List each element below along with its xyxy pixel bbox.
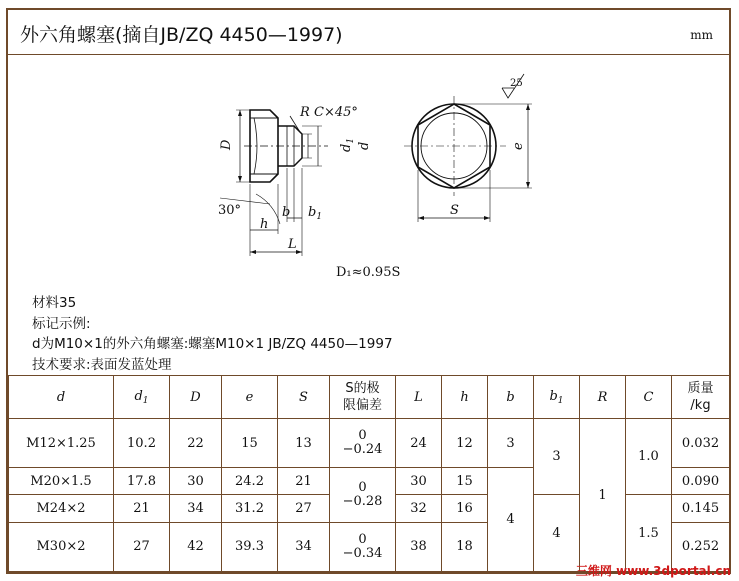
cell-h: 15 xyxy=(442,468,488,495)
length-label: L xyxy=(288,237,297,252)
angle-label: 30° xyxy=(218,203,242,218)
cell-h: 18 xyxy=(442,522,488,571)
cell-b: 3 xyxy=(488,419,534,468)
cell-d1: 17.8 xyxy=(114,468,170,495)
thread-runout-label: $b_1$ xyxy=(308,205,323,222)
side-view xyxy=(220,110,328,256)
cell-b: 4 xyxy=(488,468,534,572)
cell-L: 30 xyxy=(396,468,442,495)
header-b: b xyxy=(488,376,534,419)
cell-e: 31.2 xyxy=(222,495,278,522)
technical-requirement: 技术要求:表面发蓝处理 xyxy=(32,356,172,373)
cell-d: M24×2 xyxy=(9,495,114,522)
cell-L: 24 xyxy=(396,419,442,468)
header-e: e xyxy=(222,376,278,419)
marking-example-heading: 标记示例: xyxy=(32,315,91,332)
cell-b1: 3 xyxy=(534,419,580,495)
groove-width-label: b xyxy=(282,205,291,220)
cell-h: 16 xyxy=(442,495,488,522)
header-S: S xyxy=(278,376,330,419)
header-h: h xyxy=(442,376,488,419)
notes xyxy=(32,293,393,375)
diameter-formula: D₁≈0.95S xyxy=(336,265,401,280)
roughness-label: 25 xyxy=(510,78,523,89)
cell-h: 12 xyxy=(442,419,488,468)
head-height-label: h xyxy=(260,217,269,232)
table-header-row xyxy=(9,376,730,419)
cell-tolerance: 0 −0.34 xyxy=(330,522,396,571)
cell-S: 13 xyxy=(278,419,330,468)
minor-diameter-label: $d_1$ xyxy=(339,137,356,152)
chamfer-label: C×45° xyxy=(314,105,358,120)
header-L: L xyxy=(396,376,442,419)
unit-label: mm xyxy=(690,28,713,42)
cell-e: 39.3 xyxy=(222,522,278,571)
marking-example: d为M10×1的外六角螺塞:螺塞M10×1 JB/ZQ 4450—1997 xyxy=(32,336,393,352)
across-flats-label: S xyxy=(450,203,459,218)
cell-tolerance: 0 −0.24 xyxy=(330,419,396,468)
cell-R: 1 xyxy=(580,419,626,572)
cell-d: M20×1.5 xyxy=(9,468,114,495)
cell-D: 22 xyxy=(170,419,222,468)
site-watermark: 三维网 www.3dportal.cn xyxy=(575,564,731,578)
thread-diameter-label: d xyxy=(357,141,372,150)
cell-e: 15 xyxy=(222,419,278,468)
cell-e: 24.2 xyxy=(222,468,278,495)
page-title: 外六角螺塞(摘自JB/ZQ 4450—1997) xyxy=(20,24,343,46)
corner-width-label: e xyxy=(511,142,526,150)
dimension-table xyxy=(8,375,730,572)
outer-diameter-label: D xyxy=(219,139,234,150)
header-b1: $b_1$ xyxy=(534,376,580,419)
cell-L: 38 xyxy=(396,522,442,571)
cell-mass: 0.032 xyxy=(672,419,730,468)
material-note: 材料35 xyxy=(32,295,77,311)
cell-C: 1.5 xyxy=(626,495,672,572)
cell-mass: 0.252 xyxy=(672,522,730,571)
cell-S: 27 xyxy=(278,495,330,522)
header-C: C xyxy=(626,376,672,419)
cell-d: M12×1.25 xyxy=(9,419,114,468)
cell-D: 42 xyxy=(170,522,222,571)
cell-d1: 27 xyxy=(114,522,170,571)
cell-tolerance: 0 −0.28 xyxy=(330,468,396,522)
radius-label: R xyxy=(300,105,310,120)
cell-L: 32 xyxy=(396,495,442,522)
cell-D: 34 xyxy=(170,495,222,522)
table-row xyxy=(9,419,730,468)
header-D: D xyxy=(170,376,222,419)
technical-drawing xyxy=(8,54,729,294)
title-bar xyxy=(8,10,729,55)
cell-D: 30 xyxy=(170,468,222,495)
header-tolerance: S的极 限偏差 xyxy=(330,376,396,419)
header-R: R xyxy=(580,376,626,419)
cell-b1: 4 xyxy=(534,495,580,572)
header-d: d xyxy=(9,376,114,419)
cell-mass: 0.145 xyxy=(672,495,730,522)
cell-d1: 10.2 xyxy=(114,419,170,468)
standard-sheet xyxy=(6,8,731,574)
cell-S: 21 xyxy=(278,468,330,495)
cell-C: 1.0 xyxy=(626,419,672,495)
header-mass: 质量 /kg xyxy=(672,376,730,419)
cell-d1: 21 xyxy=(114,495,170,522)
cell-d: M30×2 xyxy=(9,522,114,571)
cell-S: 34 xyxy=(278,522,330,571)
cell-mass: 0.090 xyxy=(672,468,730,495)
header-d1: $d_1$ xyxy=(114,376,170,419)
